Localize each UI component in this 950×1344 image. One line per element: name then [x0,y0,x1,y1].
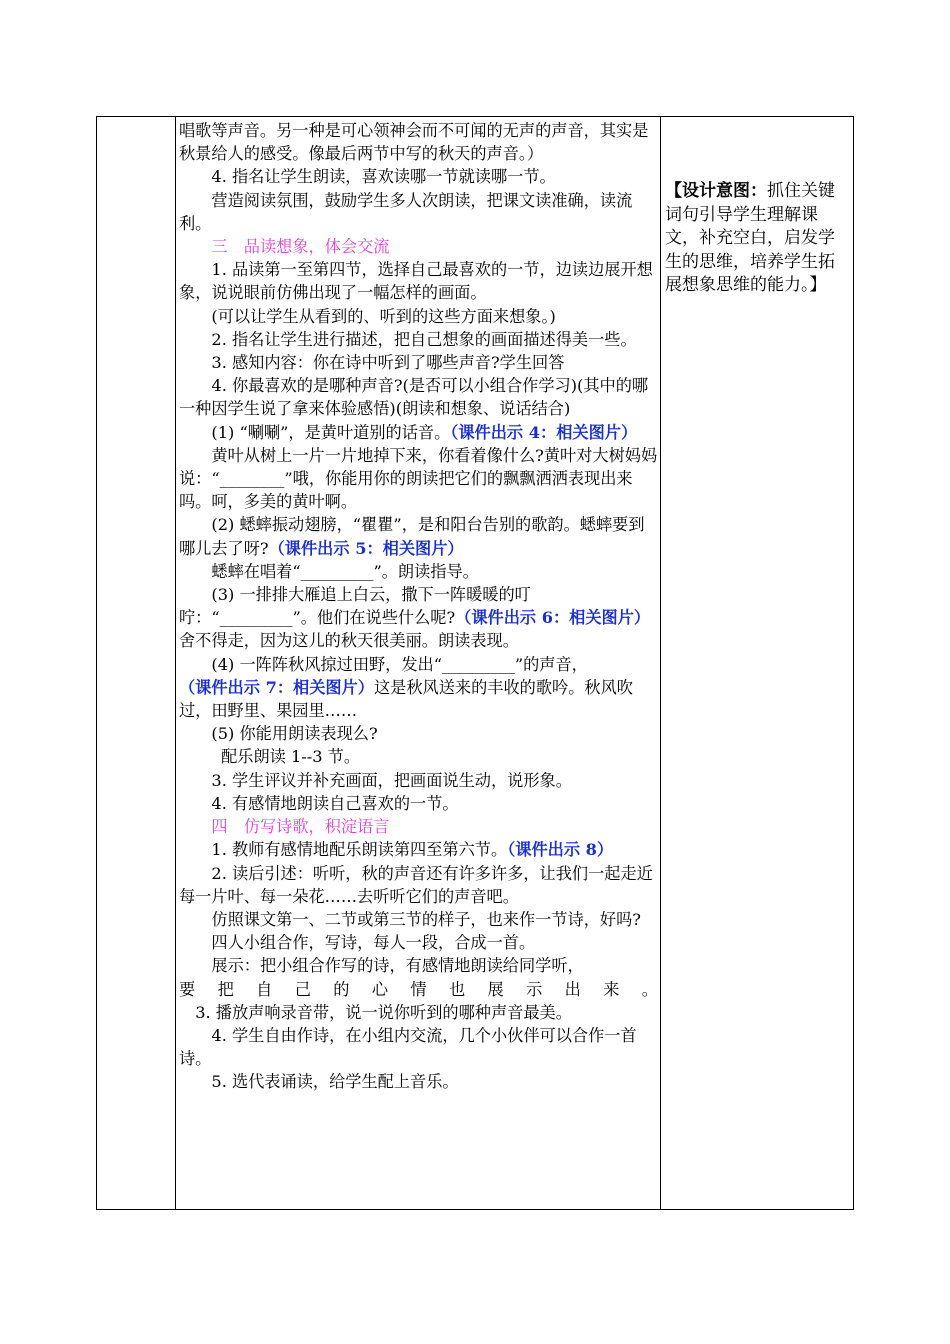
section-heading-4: 四 仿写诗歌，积淀语言 [211,817,390,837]
paragraph: 4. 你最喜欢的是哪种声音?(是否可以小组合作学习)(其中的哪一种因学生说了拿来体验感悟)(朗读和想象、说话结合) [179,376,649,419]
paragraph: 4. 指名让学生朗读，喜欢读哪一节就读哪一节。 [211,167,556,187]
paragraph [179,583,658,653]
paragraph [179,676,658,722]
paragraph: 营造阅读氛围，鼓励学生多人次朗读，把课文读准确，读流利。 [179,190,633,233]
paragraph: (可以让学生从看到的、听到的这些方面来想象。) [211,306,556,326]
courseware-note: （课件出示 6：相关图片） [455,608,651,628]
paragraph-text: (1) “唰唰”，是黄叶道别的话音。 [211,422,451,442]
paragraph [179,838,658,861]
paragraph-text: 这是秋风送来的丰收的歌吟。秋风吹过，田野里、果园里…… [179,677,633,721]
paragraph [179,513,658,559]
paragraph: 3. 播放声响录音带，说一说你听到的哪种声音最美。 [195,1002,572,1022]
paragraph: 3. 学生评议并补充画面，把画面说生动，说形象。 [211,770,572,790]
paragraph: 4. 学生自由作诗，在小组内交流，几个小伙伴可以合作一首诗。 [179,1025,637,1069]
courseware-note: （课件出示 5：相关图片） [268,538,464,558]
paragraph: 蟋蟀在唱着“_________”。朗读指导。 [211,561,479,581]
paragraph-text: (3) 一排排大雁追上白云，撒下一阵暖暖的叮咛：“_________”。他们在说些什么呢? [179,585,531,628]
paragraph: 3. 感知内容：你在诗中听到了哪些声音?学生回答 [211,353,565,373]
paragraph: 四人小组合作，写诗，每人一段，合成一首。 [211,933,536,953]
paragraph: 2. 读后引述：听听，秋的声音还有许多许多，让我们一起走近每一片叶、每一朵花……去听听它们的声音吧。 [179,863,653,906]
paragraph: 要 把 自 己 的 心 情 也 展 示 出 来 。 [179,979,658,999]
paragraph: 配乐朗读 1--3 节。 [221,747,361,767]
lesson-plan-table [96,116,854,1210]
paragraph: 1. 品读第一至第四节，选择自己最喜欢的一节，边读边展开想象，说说眼前仿佛出现了一幅怎样的画面。 [179,260,653,303]
paragraph: 仿照课文第一、二节或第三节的样子，也来作一节诗，好吗? [211,909,641,929]
paragraph: (5) 你能用朗读表现么? [211,724,378,744]
paragraph-text: (2) 蟋蟀振动翅膀，“瞿瞿”，是和阳台告别的歌韵。蟋蟀要到哪儿去了呀? [179,515,645,558]
courseware-note: （课件出示 4：相关图片） [450,422,638,442]
design-intent-label: 【设计意图： [665,181,767,201]
paragraph-text: 舍不得走，因为这儿的秋天很美丽。朗读表现。 [179,631,519,651]
paragraph: 唱歌等声音。另一种是可心领神会而不可闻的无声的声音，其实是秋景给人的感受。像最后两节中写的秋天的声音。） [179,121,649,164]
courseware-note: （课件出示 7：相关图片） [179,677,374,697]
section-heading-3: 三 品读想象，体会交流 [211,237,390,257]
design-intent-text: 抓住关键词句引导学生理解课文，补充空白，启发学生的思维，培养学生拓展想象思维的能力。】 [665,181,835,296]
teaching-process-cell [176,117,661,1210]
teaching-process-body [176,117,660,1094]
design-intent-note [661,117,853,298]
paragraph: 2. 指名让学生进行描述，把自己想象的画面描述得美一些。 [211,329,637,349]
paragraph [179,421,658,444]
design-intent-cell [661,117,854,1210]
paragraph-text: 1. 教师有感情地配乐朗读第四至第六节。 [211,840,508,860]
paragraph: 5. 选代表诵读，给学生配上音乐。 [211,1072,459,1092]
left-empty-cell [97,117,176,1210]
paragraph: 黄叶从树上一片一片地掉下来，你看着像什么?黄叶对大树妈妈说：“________”哦，你能用你的朗读把它们的飘飘洒洒表现出来吗。呵，多美的黄叶啊。 [179,445,658,512]
courseware-note: （课件出示 8） [507,840,614,860]
paragraph: 4. 有感情地朗读自己喜欢的一节。 [211,793,459,813]
paragraph: 展示：把小组合作写的诗，有感情地朗读给同学听， [211,956,584,976]
paragraph: (4) 一阵阵秋风掠过田野，发出“_________”的声音， [211,654,588,674]
